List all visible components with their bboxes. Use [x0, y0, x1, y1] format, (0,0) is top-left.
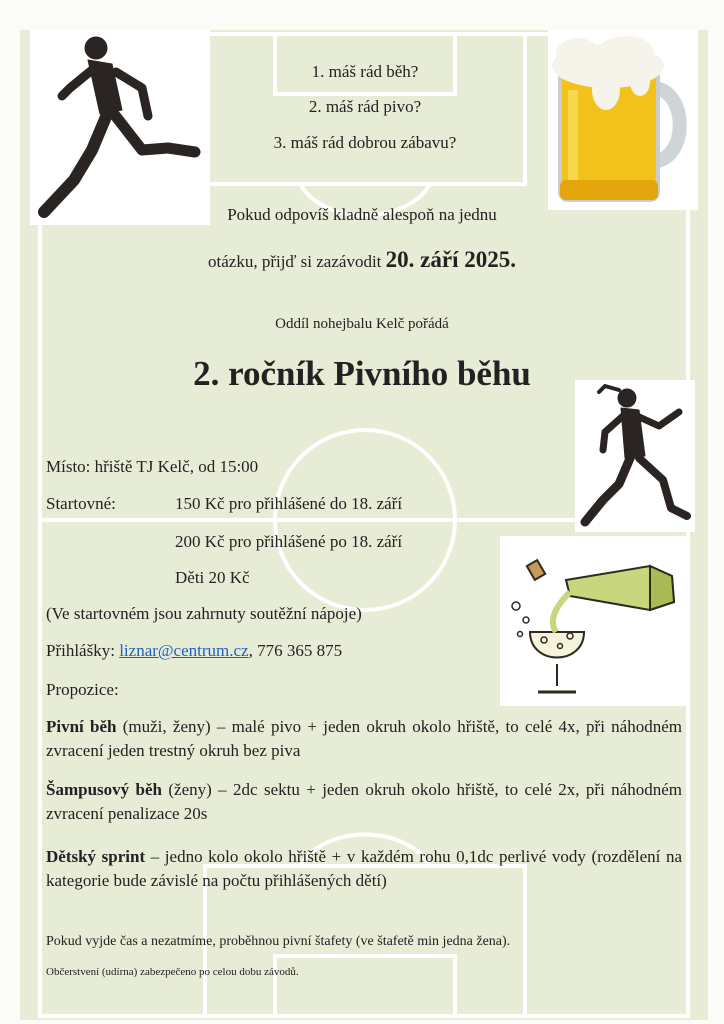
runner-icon [30, 30, 210, 225]
race-description: (muži, ženy) – malé pivo + jeden okruh okolo hřiště, to celé 4x, při náhodném zvracení jeden trestný okruh bez piva [46, 717, 682, 760]
invite-line-2-text: otázku, přijď si zazávodit [208, 252, 386, 271]
relay-note: Pokud vyjde čas a nezatmíme, proběhnou pivní štafety (ve štafetě min jedna žena). [46, 934, 511, 949]
race-description: (ženy) – 2dc sektu + jeden okruh okolo hřiště, to celé 2x, při náhodném zvracení penalizace 20s [46, 780, 682, 823]
running-man-image [30, 30, 210, 225]
champagne-icon [500, 536, 688, 706]
rules-label: Propozice: [46, 680, 119, 699]
race-name: Šampusový běh [46, 780, 162, 799]
race-champagne-run [46, 778, 682, 826]
registration-label: Přihlášky: [46, 641, 120, 660]
location-line: Místo: hřiště TJ Kelč, od 15:00 [46, 457, 259, 476]
race-kids-sprint [46, 845, 682, 893]
fee-item: 150 Kč pro přihlášené do 18. září [175, 494, 403, 513]
question-1: 1. máš rád běh? [311, 62, 419, 81]
question-3: 3. máš rád dobrou zábavu? [273, 133, 457, 152]
female-runner-image [575, 380, 695, 532]
female-runner-icon [575, 380, 695, 532]
invite-line-2 [0, 247, 724, 273]
fee-note: (Ve startovném jsou zahrnuty soutěžní nápoje) [46, 604, 362, 623]
fee-item: Děti 20 Kč [175, 568, 250, 587]
registration-phone: , 776 365 875 [248, 641, 343, 660]
champagne-image [500, 536, 688, 706]
fees-label: Startovné: [46, 494, 116, 513]
race-name: Dětský sprint [46, 847, 146, 866]
refreshment-note: Občerstvení (udírna) zabezpečeno po celou dobu závodů. [46, 966, 299, 978]
fee-item: 200 Kč pro přihlášené po 18. září [175, 532, 403, 551]
event-title: 2. ročník Pivního běhu [193, 354, 531, 393]
beer-mug-icon [548, 30, 698, 210]
event-date: 20. září 2025. [385, 247, 516, 272]
beer-mug-image [548, 30, 698, 210]
registration-line [46, 641, 342, 661]
registration-email-link[interactable]: liznar@centrum.cz [119, 641, 249, 660]
question-2: 2. máš rád pivo? [308, 97, 422, 116]
organizer-line: Oddíl nohejbalu Kelč pořádá [275, 316, 449, 332]
race-name: Pivní běh [46, 717, 117, 736]
invite-line-1: Pokud odpovíš kladně alespoň na jednu [227, 205, 497, 224]
race-beer-run [46, 715, 682, 763]
race-description: – jedno kolo okolo hřiště + v každém rohu 0,1dc perlivé vody (rozdělení na kategorie bude závislé na počtu přihlášených dětí) [46, 847, 682, 890]
